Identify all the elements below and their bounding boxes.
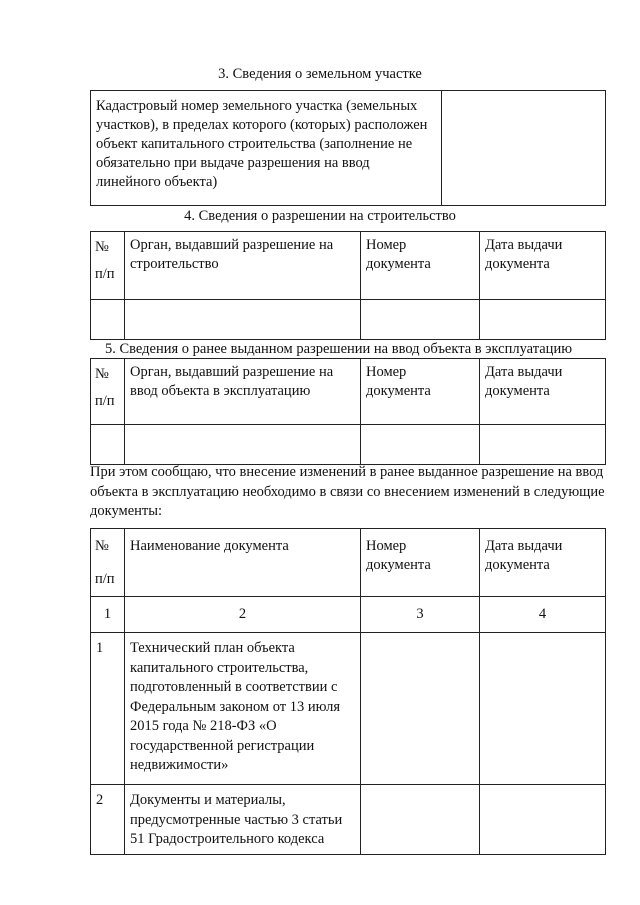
header-issue-date: Дата выдачи документа bbox=[480, 232, 606, 300]
documents-table bbox=[90, 528, 606, 855]
statement-paragraph: При этом сообщаю, что внесение изменений в ранее выданное разрешение на ввод объекта в эксплуатацию необходимо в связи со внесением изменений в следующие документы: bbox=[90, 464, 605, 519]
row-num: 2 bbox=[91, 785, 125, 855]
num-abbr: п/п bbox=[95, 393, 115, 409]
table-row bbox=[91, 785, 606, 855]
row-num: 1 bbox=[91, 633, 125, 785]
land-plot-table bbox=[90, 90, 606, 206]
cadastral-label: Кадастровый номер земельного участка (земельных участков), в пределах которого (которых) расположен объект капитального строительства (заполнение не обязательно при выдаче разрешения на ввод линейного объекта) bbox=[91, 91, 442, 206]
header-issue-date: Дата выдачи документа bbox=[480, 529, 606, 597]
index-cell: 1 bbox=[91, 597, 125, 633]
num-symbol: № bbox=[95, 538, 109, 554]
row-document-number[interactable] bbox=[361, 785, 480, 855]
cell-issue-date[interactable] bbox=[480, 425, 606, 465]
header-num-cell bbox=[91, 232, 125, 300]
cell-issue-date[interactable] bbox=[480, 300, 606, 340]
row-issue-date[interactable] bbox=[480, 633, 606, 785]
row-document-name: Технический план объекта капитального строительства, подготовленный в соответствии с Федеральным законом от 13 июля 2015 года № 218-ФЗ «О государственной регистрации недвижимости» bbox=[125, 633, 361, 785]
header-issuing-body: Орган, выдавший разрешение на строительство bbox=[125, 232, 361, 300]
num-symbol: № bbox=[95, 239, 109, 255]
index-cell: 2 bbox=[125, 597, 361, 633]
section-3-heading: 3. Сведения о земельном участке bbox=[218, 66, 422, 82]
num-abbr: п/п bbox=[95, 266, 115, 282]
cell-num[interactable] bbox=[91, 425, 125, 465]
section-5-heading: 5. Сведения о ранее выданном разрешении на ввод объекта в эксплуатацию bbox=[105, 341, 573, 357]
index-cell: 3 bbox=[361, 597, 480, 633]
cadastral-value-cell[interactable] bbox=[442, 91, 606, 206]
num-abbr: п/п bbox=[95, 571, 115, 587]
header-document-name: Наименование документа bbox=[125, 529, 361, 597]
section-4-heading: 4. Сведения о разрешении на строительство bbox=[184, 208, 456, 224]
row-issue-date[interactable] bbox=[480, 785, 606, 855]
cell-document-number[interactable] bbox=[361, 300, 480, 340]
row-document-number[interactable] bbox=[361, 633, 480, 785]
row-document-name: Документы и материалы, предусмотренные частью 3 статьи 51 Градостроительного кодекса bbox=[125, 785, 361, 855]
header-document-number: Номер документа bbox=[361, 359, 480, 425]
header-issuing-body: Орган, выдавший разрешение на ввод объекта в эксплуатацию bbox=[125, 359, 361, 425]
cell-issuing-body[interactable] bbox=[125, 425, 361, 465]
index-cell: 4 bbox=[480, 597, 606, 633]
num-symbol: № bbox=[95, 366, 109, 382]
cell-num[interactable] bbox=[91, 300, 125, 340]
cell-document-number[interactable] bbox=[361, 425, 480, 465]
commissioning-permit-table bbox=[90, 358, 606, 465]
header-num-cell bbox=[91, 529, 125, 597]
header-issue-date: Дата выдачи документа bbox=[480, 359, 606, 425]
header-document-number: Номер документа bbox=[361, 529, 480, 597]
cell-issuing-body[interactable] bbox=[125, 300, 361, 340]
header-num-cell bbox=[91, 359, 125, 425]
header-document-number: Номер документа bbox=[361, 232, 480, 300]
construction-permit-table bbox=[90, 231, 606, 340]
table-row bbox=[91, 633, 606, 785]
